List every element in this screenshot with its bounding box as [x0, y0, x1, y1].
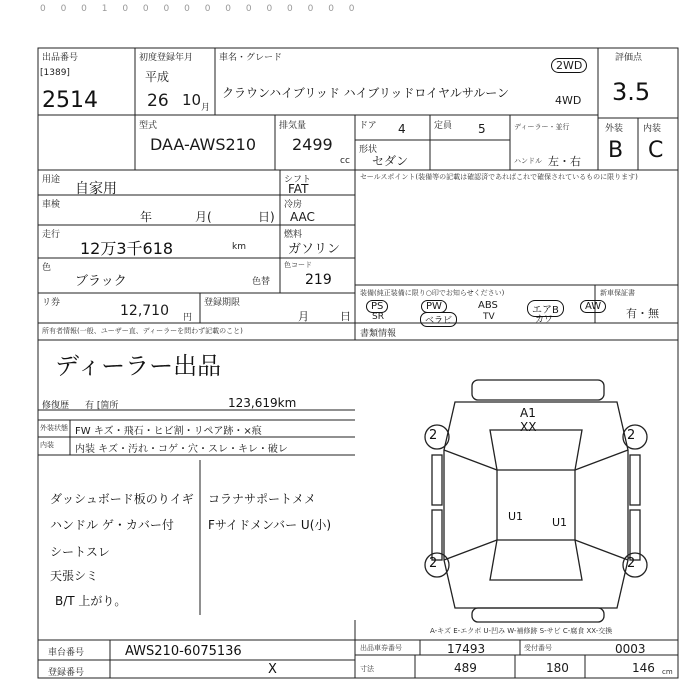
equip-navi: ベラビ [420, 312, 457, 327]
mark-side-right: U1 [552, 516, 568, 529]
front-bumper-outline [472, 380, 604, 400]
doors-label: ドア [359, 121, 377, 131]
condition-ext: FW キズ・飛石・ヒビ割・リペア跡・×痕 [75, 426, 262, 437]
seats-value: 5 [478, 122, 486, 136]
lot-number: 2514 [42, 88, 98, 113]
mark-rear-right: 2 [627, 556, 636, 571]
color-code: 219 [305, 272, 332, 288]
seats-label: 定員 [434, 121, 453, 131]
vin-value: AWS210-6075136 [125, 644, 242, 659]
header-scribble: 0 0 0 1 0 0 0 0 0 0 0 0 0 0 0 0 [40, 4, 361, 14]
reg-label: 登録番号 [48, 668, 85, 678]
rear-window-outline [490, 540, 582, 580]
color-code-label: 色コード [284, 261, 312, 269]
bottom-field2-value: 0003 [615, 642, 646, 656]
note-right-1: コラナサポートメメ [208, 492, 316, 506]
document-label: 書類情報 [360, 329, 397, 339]
rear-bumper-outline [472, 608, 604, 622]
note-left-5: B/T 上がり。 [55, 594, 127, 608]
repair-mileage-note: 123,619km [228, 396, 297, 410]
dealer-label: ディーラー・並行 [514, 123, 570, 131]
bottom-field1-label: 出品車券番号 [360, 644, 402, 652]
note-left-3: シートスレ [50, 545, 110, 559]
mark-side-left: U1 [508, 510, 524, 523]
reg-value: X [268, 662, 277, 677]
ac-label: 冷房 [284, 200, 303, 210]
body-label: 形状 [359, 145, 378, 155]
first-registration-label: 初度登録年月 [139, 53, 194, 63]
new-car-warranty-value: 有・無 [626, 307, 659, 320]
repair-label: 修復歴 [42, 401, 70, 411]
mark-front-right: 2 [627, 428, 636, 443]
mark-front-left: 2 [429, 428, 438, 443]
mileage-label: 走行 [42, 230, 61, 240]
shift-label: シフト [284, 175, 312, 185]
drive-4wd: 4WD [555, 94, 582, 107]
repair-value: 有 [箇所 [85, 401, 119, 411]
windshield-outline [490, 430, 582, 470]
color-value: ブラック [75, 274, 127, 289]
color-change-label: 色替 [252, 277, 271, 287]
bottom-field2-label: 受付番号 [524, 644, 552, 652]
shift-value: FAT [288, 182, 309, 196]
drive-2wd: 2WD [551, 58, 587, 73]
first-registration-era: 平成 [145, 70, 170, 84]
handle-value: 左・右 [548, 155, 581, 168]
exterior-value: B [608, 138, 624, 163]
recycle-unit: 円 [183, 313, 193, 323]
ac-value: AAC [290, 210, 315, 224]
bottom-field1-value: 17493 [447, 642, 486, 656]
new-car-warranty-label: 新車保証書 [600, 289, 635, 297]
equip-aw: AW [580, 300, 606, 313]
displacement-unit: cc [340, 156, 350, 166]
equip-tv: TV [483, 312, 495, 322]
first-registration-year: 26 [147, 91, 169, 111]
color-label: 色 [42, 263, 52, 273]
doors-value: 4 [398, 122, 406, 136]
recycle-label: リ券 [42, 298, 61, 308]
fuel-value: ガソリン [288, 242, 341, 257]
handle-label: ハンドル [514, 157, 542, 165]
recycle-value: 12,710 [120, 303, 169, 319]
lot-label: 出品番号 [42, 53, 79, 63]
equip-leather: カワ [535, 315, 554, 325]
condition-ext-label: 外装状態 [40, 424, 68, 432]
equip-abs: ABS [478, 300, 498, 311]
length-value: 489 [454, 661, 477, 675]
first-registration-month-unit: 月 [201, 103, 211, 113]
usage-value: 自家用 [75, 181, 117, 197]
note-right-2: Fサイドメンバー U(小) [208, 518, 332, 532]
exterior-label: 外装 [605, 124, 624, 134]
note-left-2: ハンドル ゲ・カバー付 [50, 518, 174, 532]
width-value: 180 [546, 661, 569, 675]
mileage-value: 12万3千618 [80, 239, 174, 258]
equip-airbag: エアB [527, 300, 564, 317]
body-value: セダン [372, 154, 409, 168]
mileage-unit: km [232, 242, 246, 252]
grade-label: 評価点 [615, 53, 643, 63]
type-value: DAA-AWS210 [150, 135, 257, 154]
grade-score: 3.5 [612, 78, 651, 106]
equip-ps: PS [366, 300, 388, 313]
period-month: 月 [298, 310, 309, 323]
type-label: 型式 [139, 121, 158, 131]
dims-label: 寸法 [360, 665, 374, 673]
interior-label: 内装 [643, 124, 662, 134]
equipment-label: 装備(純正装備に限り○印でお知らせください) [360, 289, 505, 297]
lot-sub-number: [1389] [40, 68, 70, 78]
period-day: 日 [340, 310, 351, 323]
first-registration-month: 10 [182, 91, 202, 109]
damage-legend: A-キズ E-エクボ U-凹み W-補修跡 S-サビ C-腐食 XX-交換 [430, 627, 613, 635]
usage-label: 用途 [42, 175, 61, 185]
height-unit: cm [662, 668, 673, 676]
inspection-label: 車検 [42, 200, 61, 210]
mark-front: A1 XX [520, 406, 537, 434]
fuel-label: 燃料 [284, 230, 303, 240]
model-name: クラウンハイブリッド ハイブリッドロイヤルサルーン [222, 86, 510, 100]
inspection-year: 年 [140, 210, 153, 224]
displacement-value: 2499 [292, 135, 333, 154]
sales-point-label: セールスポイント(装備等の記載は確認済であればこれで確保されているものに限ります) [360, 173, 638, 181]
height-value: 146 [632, 661, 655, 675]
vin-label: 車台番号 [48, 648, 85, 658]
mark-rear-left: 2 [429, 556, 438, 571]
displacement-label: 排気量 [279, 121, 307, 131]
model-label: 車名・グレード [219, 53, 283, 63]
equip-pw: PW [421, 300, 447, 313]
inspection-day: 日) [258, 210, 275, 224]
owner-label: 所有者情報(一般、ユーザー直、ディーラーを問わず記載のこと) [42, 327, 243, 335]
interior-value: C [648, 138, 664, 163]
period-label: 登録期限 [204, 298, 241, 308]
owner-value: ディーラー出品 [55, 352, 222, 380]
condition-int-label: 内装 [40, 441, 54, 449]
note-left-4: 天張シミ [50, 569, 99, 583]
condition-int: 内装 キズ・汚れ・コゲ・穴・スレ・キレ・破レ [75, 444, 288, 455]
inspection-month: 月( [195, 210, 212, 224]
note-left-1: ダッシュボード板のりイギ [50, 492, 194, 506]
equip-sr: SR [372, 312, 384, 322]
